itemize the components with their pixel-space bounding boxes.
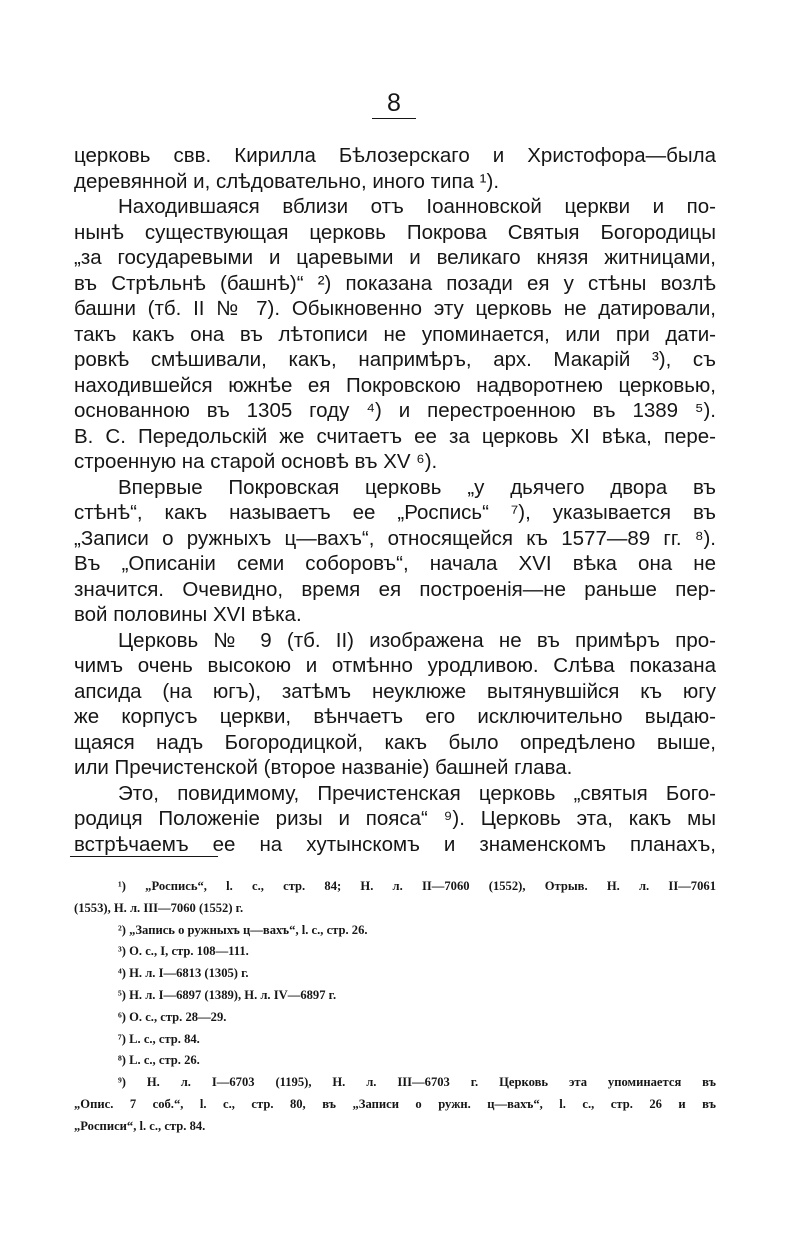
text-line: значится. Очевидно, время ея построенія—не раньше пер-: [74, 577, 716, 601]
footnote: ²) „Запись о ружныхъ ц—вахъ“, l. c., стр. 26.: [118, 922, 368, 937]
text-line: Впервые Покровская церковь „у дьячего двора въ: [118, 475, 716, 499]
text-line: церковь свв. Кирилла Бѣлозерскаго и Христофора—была: [74, 144, 716, 167]
text-line: или Пречистенской (второе названіе) башней глава.: [74, 756, 573, 779]
footnote: ³) О. с., I, стр. 108—111.: [118, 944, 249, 959]
text-line: основанною въ 1305 году ⁴) и перестроенною въ 1389 ⁵).: [74, 399, 716, 422]
text-line: Это, повидимому, Пречистенская церковь „святыя Бого-: [118, 781, 716, 805]
text-line: нынѣ существующая церковь Покрова Святыя Богородицы: [74, 220, 716, 244]
footnote: ⁴) Н. л. I—6813 (1305) г.: [118, 966, 249, 981]
text-line: Находившаяся вблизи отъ Іоанновской церкви и по-: [118, 195, 716, 218]
text-line: деревянной и, слѣдовательно, иного типа ¹).: [74, 169, 500, 193]
text-line: строенную на старой основѣ въ XV ⁶).: [74, 450, 438, 473]
text-line: апсида (на югъ), затѣмъ неуклюже вытянувшійся къ югу: [74, 679, 716, 703]
text-line: родиця Положеніе ризы и пояса“ ⁹). Церковь эта, какъ мы: [74, 807, 716, 830]
text-line: „Записи о ружныхъ ц—вахъ“, относящейся къ 1577—89 гг. ⁸).: [74, 526, 716, 550]
text-line: въ Стрѣльнѣ (башнѣ)“ ²) показана позади ея у стѣны возлѣ: [74, 271, 716, 295]
text-line: вой половины XVI вѣка.: [74, 603, 302, 626]
text-line: Въ „Описаніи семи соборовъ“, начала XVI вѣка она не: [74, 552, 716, 575]
footnote-divider: [70, 856, 218, 857]
text-line: ровкѣ смѣшивали, какъ, напримѣръ, арх. Макарій ³), съ: [74, 348, 716, 371]
text-line: встрѣчаемъ ее на хутынскомъ и знаменскомъ планахъ,: [74, 832, 716, 856]
footnote: „Опис. 7 соб.“, l. c., стр. 80, въ „Записи о ружн. ц—вахъ“, l. c., стр. 26 и въ: [74, 1096, 716, 1111]
text-line: стѣнѣ“, какъ называетъ ее „Роспись“ ⁷), указывается въ: [74, 501, 716, 524]
footnote: ¹) „Роспись“, l. c., стр. 84; Н. л. II—7060 (1552), Отрыв. Н. л. II—7061: [118, 879, 716, 893]
footnote: ⁸) L. с., стр. 26.: [118, 1053, 200, 1068]
text-line: же корпусъ церкви, вѣнчаетъ его исключительно выдаю-: [74, 705, 716, 728]
footnote: (1553), Н. л. III—7060 (1552) г.: [74, 900, 244, 915]
footnote: ⁵) Н. л. I—6897 (1389), Н. л. IV—6897 г.: [118, 987, 337, 1002]
text-line: Церковь № 9 (тб. II) изображена не въ примѣръ про-: [118, 628, 716, 652]
text-line: чимъ очень высокою и отмѣнно уродливою. Слѣва показана: [74, 654, 716, 677]
text-line: башни (тб. II № 7). Обыкновенно эту церковь не датировали,: [74, 297, 716, 320]
text-line: „за государевыми и царевыми и великаго князя житницами,: [74, 246, 716, 269]
text-line: В. С. Передольскій же считаетъ ее за церковь XI вѣка, пере-: [74, 424, 716, 448]
text-line: такъ какъ она въ лѣтописи не упоминается, или при дати-: [74, 322, 716, 346]
footnote: ⁶) О. с., стр. 28—29.: [118, 1009, 227, 1024]
text-line: щаяся надъ Богородицкой, какъ было опредѣлено выше,: [74, 730, 716, 754]
footnote: ⁹) Н. л. I—6703 (1195), Н. л. III—6703 г. Церковь эта упоминается въ: [118, 1075, 716, 1090]
footnote: ⁷) L. с., стр. 84.: [118, 1031, 200, 1046]
footnote: „Росписи“, l. c., стр. 84.: [74, 1118, 206, 1133]
text-line: находившейся южнѣе ея Покровскою надворотнею церковью,: [74, 373, 716, 397]
body-text: [74, 143, 716, 857]
footnotes: [74, 876, 716, 1138]
page-number: 8: [372, 88, 416, 119]
